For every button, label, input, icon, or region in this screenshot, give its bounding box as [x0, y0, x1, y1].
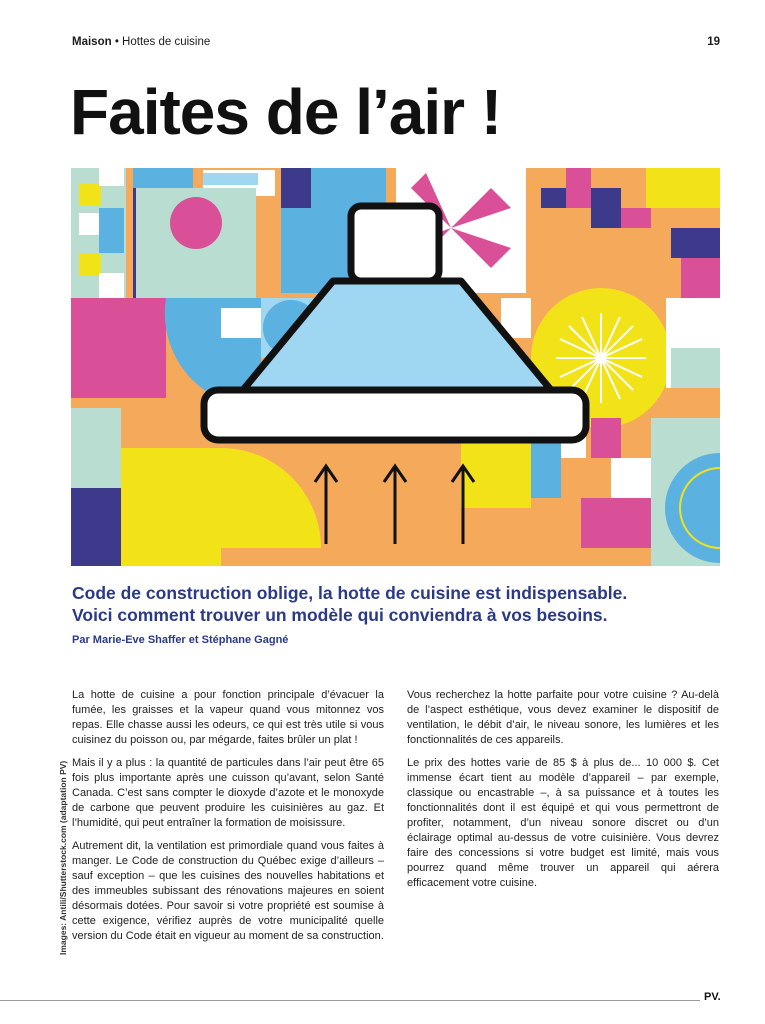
hero-illustration — [71, 168, 720, 566]
article-title: Faites de l’air ! — [70, 76, 502, 148]
body-paragraph: Vous recherchez la hotte parfaite pour votre cuisine ? Au-delà de l’aspect esthétique, vous devez examiner le dispositif de ventilation, le débit d’air, le niveau sonore, les lumières et les fonctionnalités de ces appareils. — [407, 689, 719, 746]
section-name: Maison — [72, 36, 112, 48]
body-paragraph: La hotte de cuisine a pour fonction principale d’évacuer la fumée, les graisses et la vapeur quand vous mitonnez vos repas. Elle chasse aussi les odeurs, ce qui est très utile si vous cuisinez du poisson ou, par mégarde, faites brûler un plat ! — [72, 689, 384, 746]
body-column-right — [407, 688, 719, 899]
magazine-logo: PV. — [704, 991, 721, 1003]
body-paragraph: Mais il y a plus : la quantité de particules dans l’air peut être 65 fois plus importante après une cuisson qu’avant, selon Santé Canada. C’est sans compter le dioxyde d’azote et le monoxyde de carbone que peuvent produire les cuisinières au gaz. Et l’humidité, qui peut entraîner la formation de moisissure. — [72, 757, 384, 829]
running-header — [72, 36, 720, 52]
article-deck — [72, 582, 712, 626]
section-topic: Hottes de cuisine — [122, 36, 211, 48]
body-paragraph: Autrement dit, la ventilation est primordiale quand vous faites à manger. Le Code de construction du Québec exige d’ailleurs – sauf exception – que les cuisines des nouvelles habitations et des immeubles subissant des rénovations majeures en soient désormais dotées. Pour savoir si votre propriété est soumise à cette exigence, vérifiez auprès de votre municipalité quelle version du Code était en vigueur au moment de sa construction. — [72, 840, 384, 942]
image-credit: Images: Antili/Shutterstock.com (adaptation PV) — [58, 760, 68, 955]
range-hood-illustration — [71, 168, 720, 566]
deck-line-2: Voici comment trouver un modèle qui conviendra à vos besoins. — [72, 605, 608, 625]
header-separator: • — [111, 36, 123, 48]
body-paragraph: Le prix des hottes varie de 85 $ à plus de... 10 000 $. Cet immense écart tient au modèle d’appareil – par exemple, classique ou encastrable –, à sa puissance et à toutes les fonctionnalités dont il est équipé et qui vous permettront de profiter, notamment, d’un niveau sonore discret ou d’un éclairage optimal au-dessus de votre cuisinière. Vous devrez faire des concessions si votre budget est limité, mais vous pourrez quand même trouver un appareil qui aérera efficacement votre cuisine. — [407, 757, 719, 889]
footer-rule — [0, 1000, 700, 1001]
page-number: 19 — [707, 36, 720, 48]
body-column-left — [72, 688, 384, 952]
byline: Par Marie-Eve Shaffer et Stéphane Gagné — [72, 634, 289, 646]
deck-line-1: Code de construction oblige, la hotte de cuisine est indispensable. — [72, 583, 628, 603]
